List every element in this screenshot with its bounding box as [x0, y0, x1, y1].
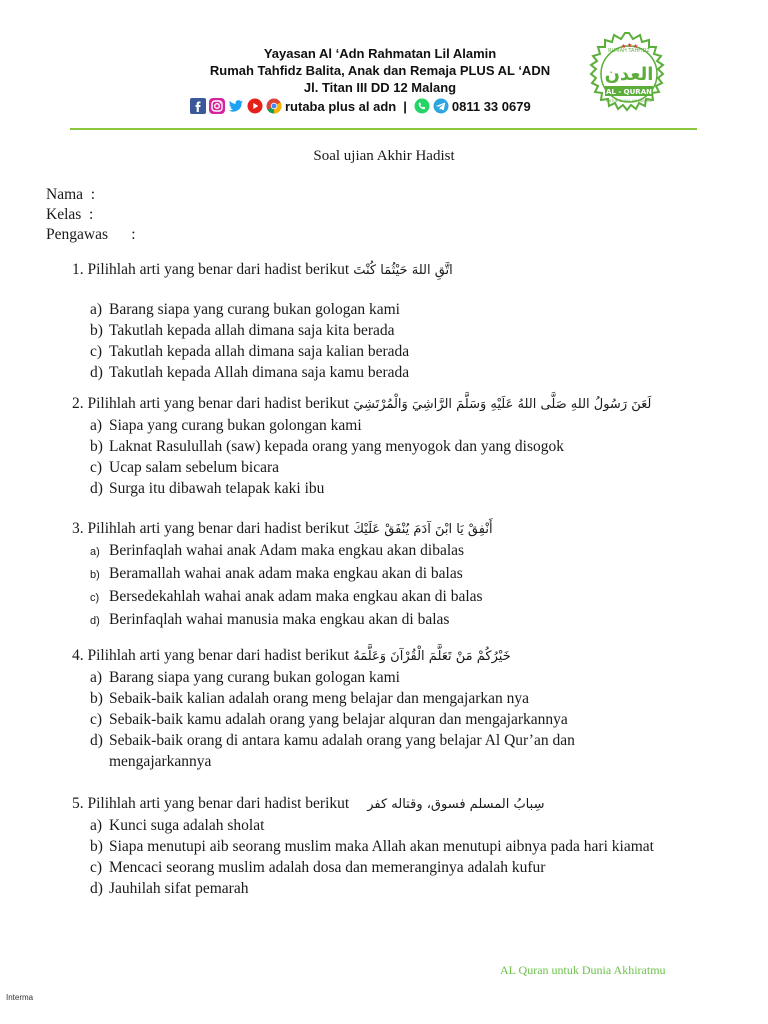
option-list: [90, 667, 669, 772]
option-d: [90, 878, 654, 899]
option-label: d): [90, 480, 103, 497]
logo-tagline: UNTUK DUNIA AKHIRATMU: [605, 99, 653, 103]
foundation-name: Yayasan Al ‘Adn Rahmatan Lil Alamin: [263, 46, 497, 61]
option-label: c): [90, 859, 103, 876]
option-text: Siapa menutupi aib seorang muslim maka Allah akan menutupi aibnya pada hari kiamat: [109, 838, 654, 855]
option-b: [90, 688, 669, 709]
contact-row: [190, 96, 531, 116]
hadith-arabic: أَنْفِقْ يَا ابْنَ آدَمَ يُنْفَقْ عَلَيْكَ: [353, 522, 493, 537]
letterhead: [0, 0, 768, 130]
hadith-arabic: خَيْرُكُمْ مَنْ تَعَلَّمَ الْقُرْآنَ وَعَلَّمَهُ: [353, 649, 511, 664]
option-text: Sebaik-baik orang di antara kamu adalah orang yang belajar Al Qur’an dan mengajarkannya: [109, 732, 575, 770]
chrome-icon: [266, 98, 282, 114]
option-list: [90, 415, 651, 499]
question-text: 2. Pilihlah arti yang benar dari hadist berikut: [72, 395, 350, 412]
hadith-arabic: لَعَنَ رَسُولُ اللهِ صَلَّى اللهُ عَلَيْهِ وَسَلَّمَ الرَّاشِيَ وَالْمُرْتَشِيَ: [353, 397, 652, 412]
option-b: [90, 320, 453, 341]
twitter-icon: [228, 98, 244, 114]
option-label: b): [90, 438, 103, 455]
logo-top-text: RUMAH TAHFIDZ: [608, 48, 650, 54]
option-label: b): [90, 322, 103, 339]
option-text: Sebaik-baik kalian adalah orang meng belajar dan mengajarkan nya: [109, 690, 530, 707]
option-c: [90, 586, 493, 609]
option-label: a): [90, 546, 100, 558]
question-text: 4. Pilihlah arti yang benar dari hadist berikut: [72, 647, 350, 664]
page-title: Soal ujian Akhir Hadist: [313, 148, 455, 164]
header-divider: [70, 128, 697, 130]
option-a: [90, 667, 669, 688]
svg-text:★: ★: [633, 43, 639, 50]
option-d: [90, 478, 651, 499]
option-text: Beramallah wahai anak adam maka engkau akan di balas: [109, 565, 463, 582]
question-text: 5. Pilihlah arti yang benar dari hadist berikut: [72, 795, 350, 812]
option-label: b): [90, 838, 103, 855]
option-label: d): [90, 880, 103, 897]
option-text: Kunci suga adalah sholat: [109, 817, 265, 834]
supervisor-field: Pengawas :: [46, 226, 136, 243]
youtube-icon: [247, 98, 263, 114]
option-label: d): [90, 615, 100, 627]
option-list: [90, 540, 493, 632]
telegram-icon: [433, 98, 449, 114]
hadith-arabic: سِبابُ المسلم فسوق، وقتاله كفر: [367, 797, 545, 812]
class-field: Kelas :: [46, 206, 94, 223]
option-text: Jauhilah sifat pemarah: [109, 880, 249, 897]
option-text: Takutlah kepada allah dimana saja kalian berada: [109, 343, 410, 360]
logo-arabic: العدن: [604, 64, 654, 85]
option-a: [90, 299, 453, 320]
question-prompt: [72, 793, 654, 815]
facebook-icon: [190, 98, 206, 114]
option-label: c): [90, 711, 103, 728]
option-a: [90, 815, 654, 836]
option-label: b): [90, 569, 100, 581]
svg-text:★: ★: [621, 43, 627, 50]
option-text: Takutlah kepada allah dimana saja kita berada: [109, 322, 395, 339]
option-text: Laknat Rasulullah (saw) kepada orang yang menyogok dan yang disogok: [109, 438, 564, 455]
option-d: [90, 362, 453, 383]
option-text: Berinfaqlah wahai manusia maka engkau akan di balas: [109, 611, 450, 628]
letterhead-text: [190, 45, 570, 96]
option-c: [90, 341, 453, 362]
option-text: Siapa yang curang bukan golongan kami: [109, 417, 362, 434]
option-label: c): [90, 592, 100, 604]
option-b: [90, 563, 493, 586]
option-text: Barang siapa yang curang bukan gologan kami: [109, 669, 400, 686]
instagram-icon: [209, 98, 225, 114]
option-a: [90, 415, 651, 436]
option-text: Takutlah kepada Allah dimana saja kamu berada: [109, 364, 410, 381]
question-3: [72, 518, 493, 632]
option-label: a): [90, 669, 103, 686]
option-list: [90, 815, 654, 899]
footer-tagline: AL Quran untuk Dunia Akhiratmu: [500, 963, 666, 977]
option-c: [90, 709, 669, 730]
option-label: d): [90, 364, 103, 381]
question-2: [72, 393, 651, 499]
option-a: [90, 540, 493, 563]
option-label: a): [90, 301, 103, 318]
address: Jl. Titan III DD 12 Malang: [303, 80, 457, 95]
option-text: Berinfaqlah wahai anak Adam maka engkau akan dibalas: [109, 542, 465, 559]
option-label: a): [90, 417, 103, 434]
option-b: [90, 836, 654, 857]
whatsapp-icon: [414, 98, 430, 114]
corner-label: Interma: [6, 993, 34, 1002]
question-prompt: [72, 518, 493, 540]
option-label: d): [90, 732, 103, 749]
question-text: 1. Pilihlah arti yang benar dari hadist berikut: [72, 261, 350, 278]
phone-number: 0811 33 0679: [451, 98, 531, 114]
option-b: [90, 436, 651, 457]
option-text: Mencaci seorang muslim adalah dosa dan memeranginya adalah kufur: [109, 859, 546, 876]
option-label: c): [90, 459, 103, 476]
question-prompt: [72, 393, 651, 415]
option-text: Barang siapa yang curang bukan gologan kami: [109, 301, 400, 318]
option-d: [90, 609, 493, 632]
question-1: [72, 259, 453, 383]
logo-bottom-text: AL - QURAN: [606, 88, 652, 96]
identity-fields: [46, 185, 136, 245]
option-c: [90, 457, 651, 478]
option-text: Bersedekahlah wahai anak adam maka engkau akan di balas: [109, 588, 483, 605]
option-text: Sebaik-baik kamu adalah orang yang belajar alquran dan mengajarkannya: [109, 711, 568, 728]
option-label: b): [90, 690, 103, 707]
option-d: [90, 730, 669, 772]
svg-text:★: ★: [627, 42, 633, 49]
school-logo: [583, 30, 675, 122]
option-label: a): [90, 817, 103, 834]
question-5: [72, 793, 654, 899]
option-label: c): [90, 343, 103, 360]
question-4: [72, 645, 669, 772]
option-text: Surga itu dibawah telapak kaki ibu: [109, 480, 325, 497]
question-text: 3. Pilihlah arti yang benar dari hadist berikut: [72, 520, 350, 537]
option-c: [90, 857, 654, 878]
question-prompt: [72, 259, 453, 281]
option-list: [90, 299, 453, 383]
hadith-arabic: اتَّقِ اللهَ حَيْثُمَا كُنْتَ: [353, 263, 453, 278]
contact-separator: |: [403, 98, 407, 114]
school-name: Rumah Tahfidz Balita, Anak dan Remaja PLUS AL ‘ADN: [209, 63, 551, 78]
name-field: Nama :: [46, 186, 96, 203]
option-text: Ucap salam sebelum bicara: [109, 459, 279, 476]
question-prompt: [72, 645, 669, 667]
social-handle: rutaba plus al adn: [285, 98, 397, 114]
